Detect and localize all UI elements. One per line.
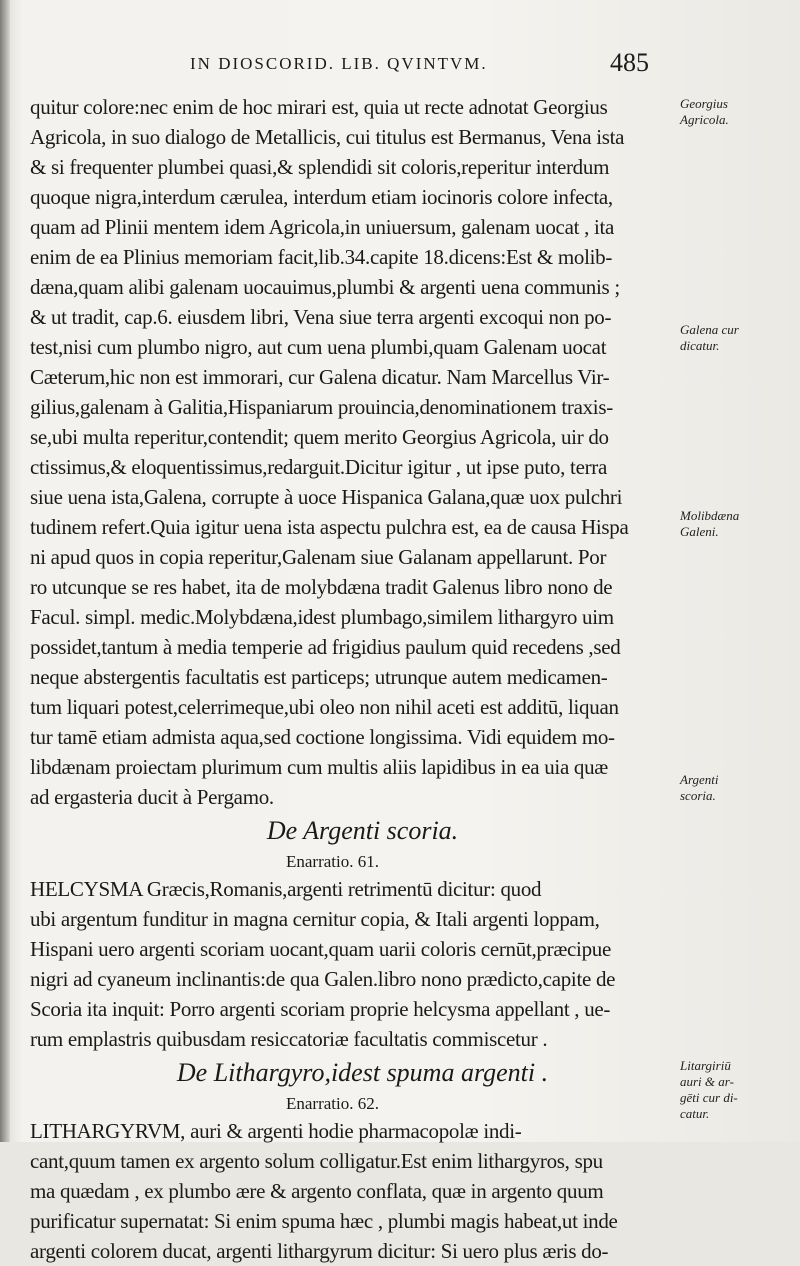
text-line: dæna,quam alibi galenam uocauimus,plumbi & argenti uena communis ; bbox=[30, 275, 620, 299]
text-line: gilius,galenam à Galitia,Hispaniarum prouincia,denominationem traxis- bbox=[30, 395, 613, 419]
margin-note-line: Molibdæna bbox=[680, 508, 740, 523]
text-line: possidet,tantum à media temperie ad frigidius paulum quid recedens ,sed bbox=[30, 635, 621, 659]
enarratio-heading: Enarratio. 61. bbox=[286, 852, 379, 871]
text-line: quam ad Plinii mentem idem Agricola,in uniuersum, galenam uocat , ita bbox=[30, 215, 615, 239]
text-line: neque abstergentis facultatis est particeps; utrunque autem medicamen- bbox=[30, 665, 608, 689]
text-line: rum emplastris quibusdam resiccatoriæ facultatis commiscetur . bbox=[30, 1027, 548, 1051]
margin-note-argenti-scoria bbox=[680, 772, 792, 804]
margin-note-line: auri & ar- bbox=[680, 1074, 734, 1089]
text-line: argenti colorem ducat, argenti lithargyrum dicitur: Si uero plus æris do- bbox=[30, 1239, 609, 1263]
section-title-lithargyro: De Lithargyro,idest spuma argenti . bbox=[176, 1058, 549, 1087]
paragraph-helcysma bbox=[30, 874, 675, 1054]
text-line: ubi argentum funditur in magna cernitur copia, & Itali argenti loppam, bbox=[30, 907, 600, 931]
text-line: ctissimus,& eloquentissimus,redarguit.Dicitur igitur , ut ipse puto, terra bbox=[30, 455, 607, 479]
section-title-argenti-scoria: De Argenti scoria. bbox=[266, 816, 459, 845]
text-line: & si frequenter plumbei quasi,& splendidi sit coloris,reperitur interdum bbox=[30, 155, 610, 179]
margin-note-line: dicatur. bbox=[680, 338, 720, 353]
margin-note-line: Litargiriū bbox=[680, 1058, 731, 1073]
margin-note-line: Argenti bbox=[680, 772, 719, 787]
text-line: test,nisi cum plumbo nigro, aut cum uena plumbi,quam Galenam uocat bbox=[30, 335, 607, 359]
text-line: nigri ad cyaneum inclinantis:de qua Galen.libro nono prædicto,capite de bbox=[30, 967, 616, 991]
binding-gutter bbox=[0, 0, 10, 1142]
text-line: tudinem refert.Quia igitur uena ista aspectu pulchra est, ea de causa Hispa bbox=[30, 515, 629, 539]
margin-note-line: Galeni. bbox=[680, 524, 719, 539]
margin-note-line: scoria. bbox=[680, 788, 716, 803]
text-line: cant,quum tamen ex argento solum colligatur.Est enim lithargyros, spu bbox=[30, 1149, 603, 1173]
text-line: libdænam proiectam plurimum cum multis aliis lapidibus in ea uia quæ bbox=[30, 755, 609, 779]
text-line: se,ubi multa reperitur,contendit; quem merito Georgius Agricola, uir do bbox=[30, 425, 609, 449]
text-line: Facul. simpl. medic.Molybdæna,idest plumbago,similem lithargyro uim bbox=[30, 605, 614, 629]
margin-note-georgius bbox=[680, 96, 792, 128]
margin-note-molibdaena bbox=[680, 508, 792, 540]
margin-note-line: catur. bbox=[680, 1106, 710, 1121]
margin-note-line: Georgius bbox=[680, 96, 728, 111]
text-line: Hispani uero argenti scoriam uocant,quam uarii coloris cernūt,præcipue bbox=[30, 937, 612, 961]
text-line: Agricola, in suo dialogo de Metallicis, cui titulus est Bermanus, Vena ista bbox=[30, 125, 625, 149]
text-line: quoque nigra,interdum cærulea, interdum etiam iocinoris colore infecta, bbox=[30, 185, 613, 209]
text-line: purificatur supernatat: Si enim spuma hæc , plumbi magis habeat,ut inde bbox=[30, 1209, 618, 1233]
text-line: ro utcunque se res habet, ita de molybdæna tradit Galenus libro nono de bbox=[30, 575, 613, 599]
enarratio-heading: Enarratio. 62. bbox=[286, 1094, 379, 1113]
margin-note-litargirium bbox=[680, 1058, 792, 1122]
text-line: ma quædam , ex plumbo ære & argento conflata, quæ in argento quum bbox=[30, 1179, 604, 1203]
margin-note-line: gēti cur di- bbox=[680, 1090, 738, 1105]
text-line: siue uena ista,Galena, corrupte à uoce Hispanica Galana,quæ uox pulchri bbox=[30, 485, 623, 509]
text-line: LITHARGYRVM, auri & argenti hodie pharmacopolæ indi- bbox=[30, 1119, 522, 1143]
margin-note-line: Agricola. bbox=[680, 112, 729, 127]
margin-note-galena bbox=[680, 322, 792, 354]
text-line: Scoria ita inquit: Porro argenti scoriam proprie helcysma appellant , ue- bbox=[30, 997, 611, 1021]
text-line: enim de ea Plinius memoriam facit,lib.34.capite 18.dicens:Est & molib- bbox=[30, 245, 613, 269]
text-line: & ut tradit, cap.6. eiusdem libri, Vena siue terra argenti excoqui non po- bbox=[30, 305, 612, 329]
text-line: ad ergasteria ducit à Pergamo. bbox=[30, 785, 274, 809]
text-line: quitur colore:nec enim de hoc mirari est, quia ut recte adnotat Georgius bbox=[30, 95, 608, 119]
running-head: IN DIOSCORID. LIB. QVINTVM. bbox=[190, 54, 488, 73]
text-line: Cæterum,hic non est immorari, cur Galena dicatur. Nam Marcellus Vir- bbox=[30, 365, 610, 389]
text-line: ni apud quos in copia reperitur,Galenam siue Galanam appellarunt. Por bbox=[30, 545, 607, 569]
paragraph-galena bbox=[30, 92, 675, 812]
body-text bbox=[30, 92, 675, 1266]
text-line: tur tamē etiam admista aqua,sed coctione longissima. Vidi equidem mo- bbox=[30, 725, 615, 749]
page-header bbox=[150, 48, 670, 88]
margin-note-line: Galena cur bbox=[680, 322, 739, 337]
margin-notes bbox=[680, 0, 795, 1142]
text-line: tum liquari potest,celerrimeque,ubi oleo non nihil aceti est additū, liquan bbox=[30, 695, 619, 719]
text-line: HELCYSMA Græcis,Romanis,argenti retrimentū dicitur: quod bbox=[30, 877, 542, 901]
paragraph-lithargyrum bbox=[30, 1116, 675, 1266]
page-number: 485 bbox=[610, 48, 649, 77]
